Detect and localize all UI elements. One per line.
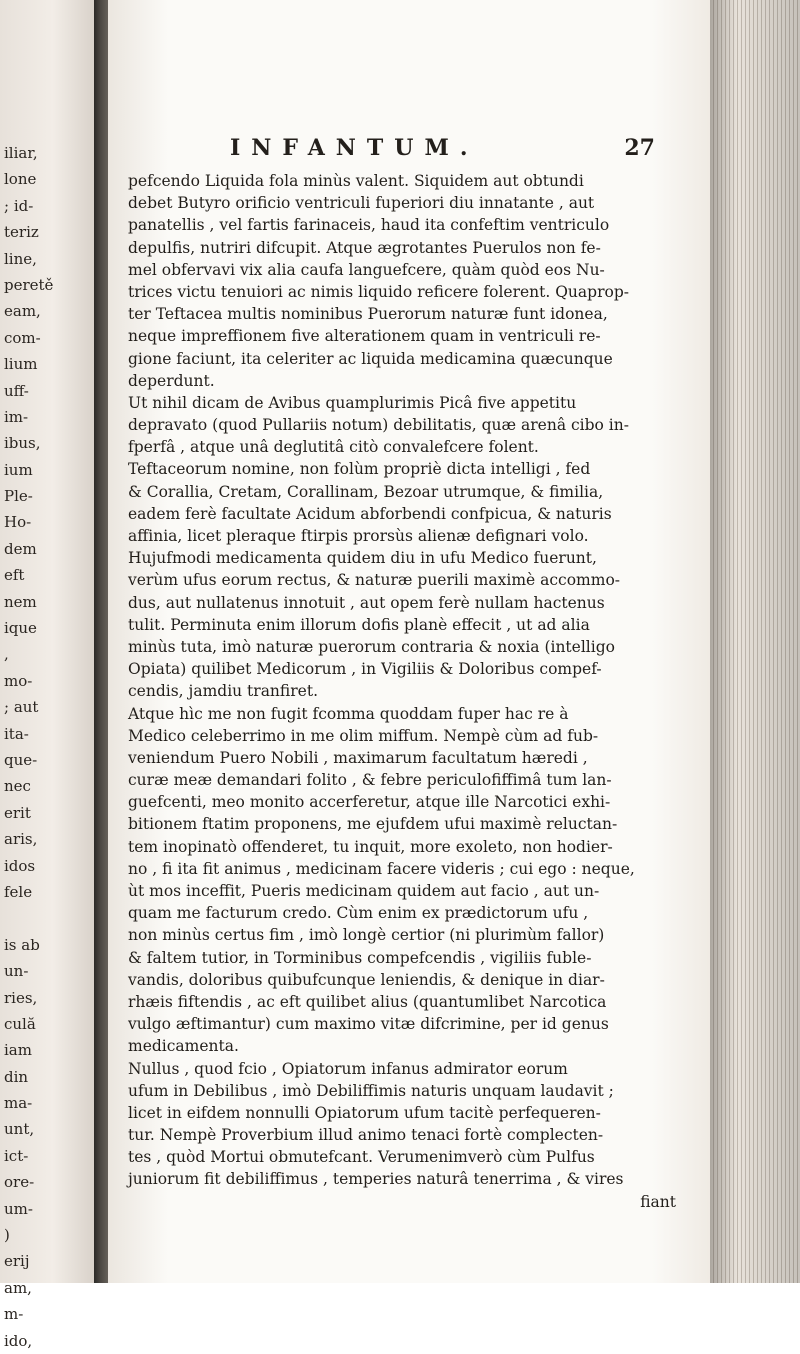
text-line: verùm ufus eorum rectus, & naturæ puerili maximè accommo- [128, 571, 621, 590]
running-head-title: INFANTUM. [230, 135, 479, 161]
left-page-fragment: ; id- [4, 196, 34, 215]
text-line: pefcendo Liquida fola minùs valent. Siquidem aut obtundi [128, 172, 584, 190]
left-page-fragment: ) [4, 1226, 10, 1245]
text-line: curæ meæ demandari folito , & febre periculofiffimâ tum lan- [128, 771, 612, 790]
left-page-edge [0, 0, 96, 1350]
page-edges-shadow [710, 0, 800, 1283]
left-page-fragment: ido, [4, 1331, 33, 1350]
left-page-fragment: Ple- [4, 487, 33, 506]
left-page-fragment [4, 905, 64, 931]
text-line: panatellis , vel fartis farinaceis, haud ita confeftim ventriculo [128, 216, 610, 235]
left-page-fragment: un- [4, 962, 29, 981]
left-page-fragment: culă [4, 1014, 36, 1033]
text-line: vandis, doloribus quibufcunque leniendis, & denique in diar- [128, 970, 605, 989]
text-line: neque impreffionem five alterationem quam in ventriculi re- [128, 327, 601, 346]
text-line: affinia, licet pleraque ftirpis prorsùs alienæ defignari volo. [128, 527, 589, 545]
left-page-fragment: m- [4, 1305, 24, 1324]
left-page-fragment: um- [4, 1199, 33, 1218]
text-line: Atque hìc me non fugit fcomma quoddam fuper hac re à [128, 704, 569, 723]
text-line: ùt mos inceffit, Pueris medicinam quidem aut facio , aut un- [128, 882, 600, 900]
left-page-fragment: ium [4, 460, 33, 479]
text-line: gione faciunt, ita celeriter ac liquida medicamina quæcunque [128, 349, 613, 368]
left-page-fragment: iliar, [4, 144, 38, 162]
text-line: Medico celeberrimo in me olim miffum. Nempè cùm ad fub- [128, 726, 599, 745]
text-line: eadem ferè facultate Acidum abforbendi confpicua, & naturis [128, 504, 612, 523]
text-line: medicamenta. [128, 1037, 239, 1056]
text-line: guefcenti, meo monito accerferetur, atque ille Narcotici exhi- [128, 793, 611, 812]
left-page-fragment: is ab [4, 935, 40, 954]
text-line: tur. Nempè Proverbium illud animo tenaci fortè complecten- [128, 1126, 604, 1145]
left-page-fragment: mo- [4, 671, 33, 690]
text-line: bitionem ftatim proponens, me ejufdem ufui maximè reluctan- [128, 815, 618, 834]
left-page-fragment: eam, [4, 302, 41, 321]
left-page-fragment: uff- [4, 381, 29, 400]
left-page-fragment: ict- [4, 1146, 29, 1165]
left-page-fragment: lone [4, 170, 37, 189]
left-page-fragment: am, [4, 1278, 32, 1297]
text-line: trices victu tenuiori ac nimis liquido reficere folerent. Quaprop- [128, 282, 629, 301]
body-text [128, 170, 688, 1213]
text-line: rhæis fiftendis , ac eft quilibet alius (quantumlibet Narcotica [128, 992, 607, 1011]
left-page-fragment: dem [4, 539, 37, 558]
text-line: licet in eifdem nonnulli Opiatorum ufum tacitè perfequeren- [128, 1103, 601, 1122]
left-page-fragment: line, [4, 249, 37, 268]
text-line: fperfâ , atque unâ deglutitâ citò convalefcere folent. [128, 438, 539, 457]
text-line: depulfis, nutriri difcupit. Atque ægrotantes Puerulos non fe- [128, 238, 601, 257]
text-line: juniorum fit debiliffimus , temperies naturâ tenerrima , & vires [128, 1170, 624, 1189]
left-page-fragment: aris, [4, 830, 38, 849]
left-page-fragment: idos [4, 856, 36, 875]
left-page-fragment: nem [4, 592, 37, 611]
text-line: Nullus , quod fcio , Opiatorum infanus admirator eorum [128, 1059, 568, 1078]
left-page-fragment: que- [4, 750, 38, 769]
text-line: cendis, jamdiu tranfiret. [128, 682, 318, 701]
left-page-fragment: nec [4, 777, 31, 796]
text-line: no , fi ita fit animus , medicinam facere videris ; cui ego : neque, [128, 859, 635, 878]
left-page-fragment: lium [4, 355, 38, 374]
left-page-fragment: ibus, [4, 434, 41, 453]
text-line: & Corallia, Cretam, Corallinam, Bezoar utrumque, & fimilia, [128, 482, 604, 501]
left-page-fragment: com- [4, 328, 41, 347]
left-page-fragment: erit [4, 803, 31, 822]
text-line: tem inopinatò offenderet, tu inquit, more exoleto, non hodier- [128, 837, 613, 856]
text-line: tes , quòd Mortui obmutefcant. Verumenimverò cùm Pulfus [128, 1148, 595, 1167]
text-line: fiant [640, 1192, 676, 1211]
text-line: tulit. Perminuta enim illorum dofis planè effecit , ut ad alia [128, 615, 590, 634]
text-line: veniendum Puero Nobili , maximarum facultatum hæredi , [128, 748, 588, 767]
left-page-fragment: ita- [4, 724, 29, 743]
left-page-fragment: fele [4, 882, 33, 901]
text-line: ufum in Debilibus , imò Debiliffimis naturis unquam laudavit ; [128, 1081, 614, 1100]
left-page-fragment: peretě [4, 275, 54, 294]
text-line: Teftaceorum nomine, non folùm propriè dicta intelligi , fed [128, 460, 591, 479]
left-page-fragment: teriz [4, 223, 39, 242]
text-line: Ut nihil dicam de Avibus quamplurimis Picâ five appetitu [128, 393, 577, 412]
left-page-fragment: ore- [4, 1173, 35, 1192]
text-line: mel obfervavi vix alia caufa languefcere, quàm quòd eos Nu- [128, 260, 605, 279]
text-line: non minùs certus fim , imò longè certior (ni plurimùm fallor) [128, 926, 605, 945]
text-line: deperdunt. [128, 371, 215, 390]
left-page-fragments [4, 140, 64, 1354]
left-page-fragment: eft [4, 566, 25, 585]
text-line: debet Butyro orificio ventriculi fuperiori diu innatante , aut [128, 194, 595, 213]
text-line: & faltem tutior, in Torminibus compefcendis , vigiliis fuble- [128, 948, 592, 967]
left-page-fragment: din [4, 1067, 29, 1086]
text-line: quam me facturum credo. Cùm enim ex prædictorum ufu , [128, 904, 589, 923]
left-page-fragment: unt, [4, 1120, 35, 1139]
text-line: dus, aut nullatenus innotuit , aut opem ferè nullam hactenus [128, 593, 605, 612]
left-page-fragment: ique [4, 619, 37, 638]
text-line: depravato (quod Pullariis notum) debilitatis, quæ arenâ cibo in- [128, 416, 629, 435]
page-number: 27 [624, 135, 655, 161]
left-page-fragment: , [4, 645, 9, 664]
left-page-fragment: Ho- [4, 513, 32, 532]
left-page-fragment: ma- [4, 1094, 33, 1113]
text-line: vulgo æftimantur) cum maximo vitæ difcrimine, per id genus [128, 1015, 609, 1034]
text-line: ter Teftacea multis nominibus Puerorum naturæ funt idonea, [128, 305, 608, 324]
left-page-fragment: ries, [4, 988, 38, 1007]
left-page-fragment: im- [4, 407, 29, 426]
left-page-fragment: ; aut [4, 698, 39, 717]
left-page-fragment: iam [4, 1041, 32, 1060]
text-line: Opiata) quilibet Medicorum , in Vigiliis & Doloribus compef- [128, 660, 602, 679]
text-line: Hujufmodi medicamenta quidem diu in ufu Medico fuerunt, [128, 549, 597, 568]
left-page-fragment: erij [4, 1252, 30, 1271]
text-line: minùs tuta, imò naturæ puerorum contraria & noxia (intelligo [128, 637, 615, 656]
